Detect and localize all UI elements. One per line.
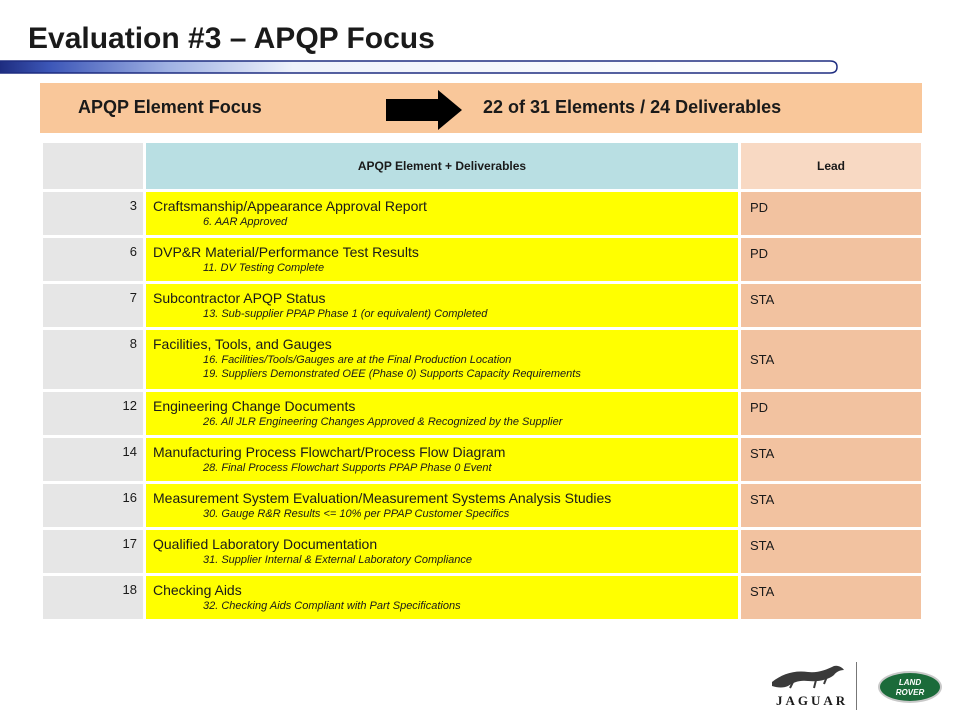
row-element [146, 392, 738, 435]
jaguar-logo-text: JAGUAR [776, 693, 849, 708]
deliverable: 30. Gauge R&R Results <= 10% per PPAP Customer Specifics [203, 508, 510, 520]
row-number: 14 [43, 438, 143, 481]
row-lead: PD [741, 192, 921, 235]
page-title: Evaluation #3 – APQP Focus [28, 22, 435, 55]
element-title: Craftsmanship/Appearance Approval Report [153, 198, 427, 214]
row-lead: STA [741, 438, 921, 481]
deliverable: 19. Suppliers Demonstrated OEE (Phase 0) Supports Capacity Requirements [203, 368, 581, 380]
row-number: 8 [43, 330, 143, 389]
element-title: Checking Aids [153, 582, 242, 598]
deliverable: 31. Supplier Internal & External Laboratory Compliance [203, 554, 473, 566]
row-lead: STA [741, 484, 921, 527]
deliverable: 11. DV Testing Complete [203, 262, 325, 274]
title-underline-bar [0, 60, 838, 74]
row-element [146, 530, 738, 573]
banner-right-label: 22 of 31 Elements / 24 Deliverables [483, 97, 782, 117]
row-lead: STA [741, 330, 921, 389]
row-number: 3 [43, 192, 143, 235]
element-title: Engineering Change Documents [153, 398, 356, 414]
jaguar-leaper-icon [768, 660, 848, 692]
table-row [43, 392, 921, 435]
element-title: Subcontractor APQP Status [153, 290, 326, 306]
row-number: 17 [43, 530, 143, 573]
banner-left-label: APQP Element Focus [78, 97, 262, 117]
row-element [146, 330, 738, 389]
land-rover-logo [878, 671, 942, 703]
row-element [146, 192, 738, 235]
logo-divider [856, 662, 857, 710]
deliverable: 32. Checking Aids Compliant with Part Specifications [203, 600, 461, 612]
deliverable: 6. AAR Approved [203, 216, 288, 228]
row-number: 6 [43, 238, 143, 281]
element-title: DVP&R Material/Performance Test Results [153, 244, 419, 260]
header-element: APQP Element + Deliverables [146, 143, 738, 189]
element-title: Qualified Laboratory Documentation [153, 536, 378, 552]
row-element [146, 484, 738, 527]
table-row [43, 438, 921, 481]
row-number: 18 [43, 576, 143, 619]
row-number: 12 [43, 392, 143, 435]
element-title: Manufacturing Process Flowchart/Process Flow Diagram [153, 444, 506, 460]
row-element [146, 438, 738, 481]
apqp-table [40, 140, 924, 622]
header-lead: Lead [741, 143, 921, 189]
table-row [43, 330, 921, 389]
table-row [43, 284, 921, 327]
row-lead: STA [741, 284, 921, 327]
table-row [43, 530, 921, 573]
row-lead: PD [741, 238, 921, 281]
row-element [146, 284, 738, 327]
land-rover-line1: LAND [898, 678, 922, 687]
table-row [43, 576, 921, 619]
table-header-row [43, 143, 921, 189]
row-lead: PD [741, 392, 921, 435]
row-number: 7 [43, 284, 143, 327]
deliverable: 26. All JLR Engineering Changes Approved & Recognized by the Supplier [203, 416, 563, 428]
table-row [43, 192, 921, 235]
header-blank-cell [43, 143, 143, 189]
row-element [146, 238, 738, 281]
land-rover-line2: ROVER [895, 688, 925, 697]
element-title: Facilities, Tools, and Gauges [153, 336, 332, 352]
row-lead: STA [741, 576, 921, 619]
table-row [43, 484, 921, 527]
row-element [146, 576, 738, 619]
right-arrow-icon [386, 90, 462, 130]
row-lead: STA [741, 530, 921, 573]
element-title: Measurement System Evaluation/Measurement Systems Analysis Studies [153, 490, 612, 506]
deliverable: 13. Sub-supplier PPAP Phase 1 (or equivalent) Completed [203, 308, 488, 320]
deliverable: 28. Final Process Flowchart Supports PPAP Phase 0 Event [203, 462, 492, 474]
table-row [43, 238, 921, 281]
deliverable: 16. Facilities/Tools/Gauges are at the Final Production Location [203, 354, 512, 366]
row-number: 16 [43, 484, 143, 527]
